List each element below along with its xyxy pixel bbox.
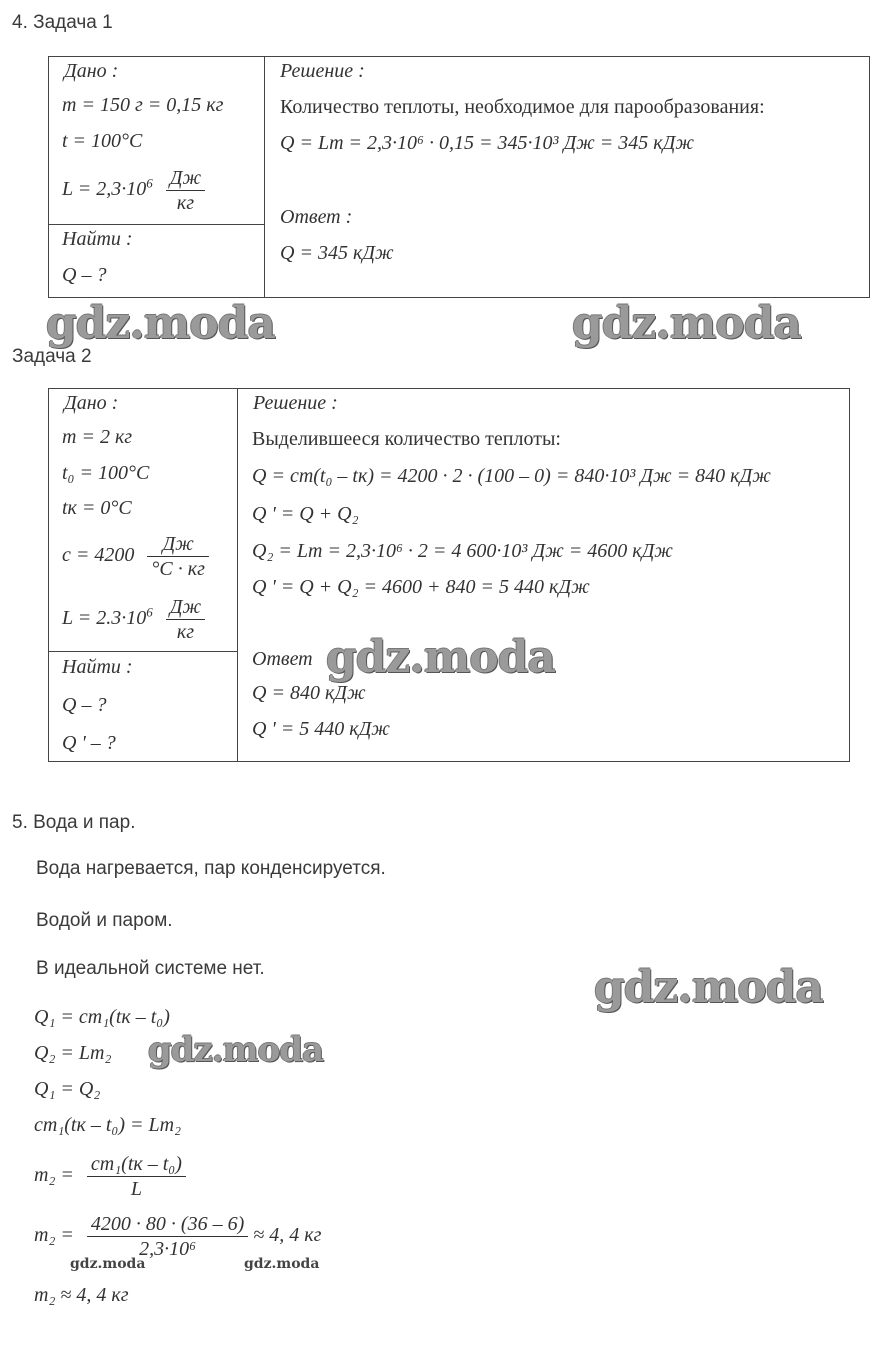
given-line: t = 100°C: [62, 130, 143, 152]
task5-formula: cm₁(tк – t₀) = Lm₂: [34, 1114, 182, 1136]
given-label: Дано :: [64, 60, 119, 82]
given-line: tк = 0°C: [62, 497, 132, 519]
unit-fraction: $\frac{Дж}{^\circ C \cdot кг}$: [147, 532, 209, 581]
solution-text: Количество теплоты, необходимое для парообразования:: [280, 96, 765, 118]
watermark: gdz.moda: [594, 962, 824, 1013]
task2-divider: [237, 388, 238, 762]
answer-line: Q ' = 5 440 кДж: [252, 718, 390, 740]
task2-given-find-divider: [48, 651, 238, 652]
given-label: Дано :: [64, 392, 119, 414]
find-line: Q – ?: [62, 694, 107, 716]
find-line: Q – ?: [62, 264, 107, 286]
task5-text-line: Водой и паром.: [36, 910, 173, 931]
answer-line: Q = 345 кДж: [280, 242, 394, 264]
find-label: Найти :: [62, 656, 133, 678]
given-line: t₀ = 100°C: [62, 462, 150, 484]
unit-fraction: $\frac{Дж}{кг}$: [166, 595, 205, 644]
task4-heading: 4. Задача 1: [12, 12, 113, 33]
watermark: gdz.moda: [70, 1256, 146, 1272]
solution-formula: Q₂ = Lm = 2,3·10⁶ · 2 = 4 600·10³ Дж = 4600 кДж: [252, 540, 673, 562]
watermark: gdz.moda: [46, 298, 276, 349]
watermark: gdz.moda: [326, 632, 556, 683]
watermark: gdz.moda: [148, 1030, 324, 1070]
task1-given-find-divider: [48, 224, 265, 225]
task5-fraction-formula: m₂ = $\frac{\text{cm₁(tк – t₀)}}{L}$: [34, 1152, 186, 1201]
task2-heading: Задача 2: [12, 346, 92, 367]
answer-label: Ответ: [252, 648, 313, 670]
task5-formula: Q₁ = Q₂: [34, 1078, 101, 1100]
given-L: $L = 2,3\cdot 10^6$ $\frac{Дж}{кг}$: [62, 166, 205, 215]
solution-formula: Q = cm(t₀ – tк) = 4200 · 2 · (100 – 0) = 840·10³ Дж = 840 кДж: [252, 465, 771, 487]
formula-fraction: $\frac{4200 \cdot 80 \cdot (36 - 6)}{\text{2,3·10⁶}}$: [87, 1212, 248, 1261]
task5-formula: Q₂ = Lm₂: [34, 1042, 112, 1064]
find-label: Найти :: [62, 228, 133, 250]
given-line: m = 2 кг: [62, 426, 133, 448]
find-line: Q ' – ?: [62, 732, 116, 754]
task5-numeric-formula: m₂ = $\frac{4200 \cdot 80 \cdot (36 - 6)}{\text{2,3·10⁶}}$ ≈ 4, 4 кг: [34, 1213, 322, 1260]
given-c: c = 4200 $\frac{Дж}{^\circ C \cdot кг}$: [62, 532, 209, 581]
solution-formula: Q = Lm = 2,3·10⁶ · 0,15 = 345·10³ Дж = 345 кДж: [280, 132, 694, 154]
watermark: gdz.moda: [244, 1256, 320, 1272]
task5-text-line: В идеальной системе нет.: [36, 958, 265, 979]
given-L: $L = 2.3\cdot 10^6$ $\frac{Дж}{кг}$: [62, 595, 205, 644]
task5-text-line: Вода нагревается, пар конденсируется.: [36, 858, 386, 879]
solution-formula: Q ' = Q + Q₂: [252, 503, 359, 525]
task5-formula: Q₁ = cm₁(tк – t₀): [34, 1006, 170, 1028]
solution-label: Решение :: [253, 392, 338, 414]
watermark: gdz.moda: [572, 298, 802, 349]
unit-fraction: $\frac{Дж}{кг}$: [166, 166, 205, 215]
solution-label: Решение :: [280, 60, 365, 82]
task5-heading: 5. Вода и пар.: [12, 812, 136, 833]
given-line: m = 150 г = 0,15 кг: [62, 94, 224, 116]
formula-fraction: $\frac{\text{cm₁(tк – t₀)}}{L}$: [87, 1152, 186, 1201]
answer-line: Q = 840 кДж: [252, 682, 366, 704]
task5-final: m₂ ≈ 4, 4 кг: [34, 1284, 129, 1306]
task1-divider: [264, 56, 265, 298]
solution-formula: Q ' = Q + Q₂ = 4600 + 840 = 5 440 кДж: [252, 576, 590, 598]
answer-label: Ответ :: [280, 206, 353, 228]
solution-text: Выделившееся количество теплоты:: [252, 428, 561, 450]
